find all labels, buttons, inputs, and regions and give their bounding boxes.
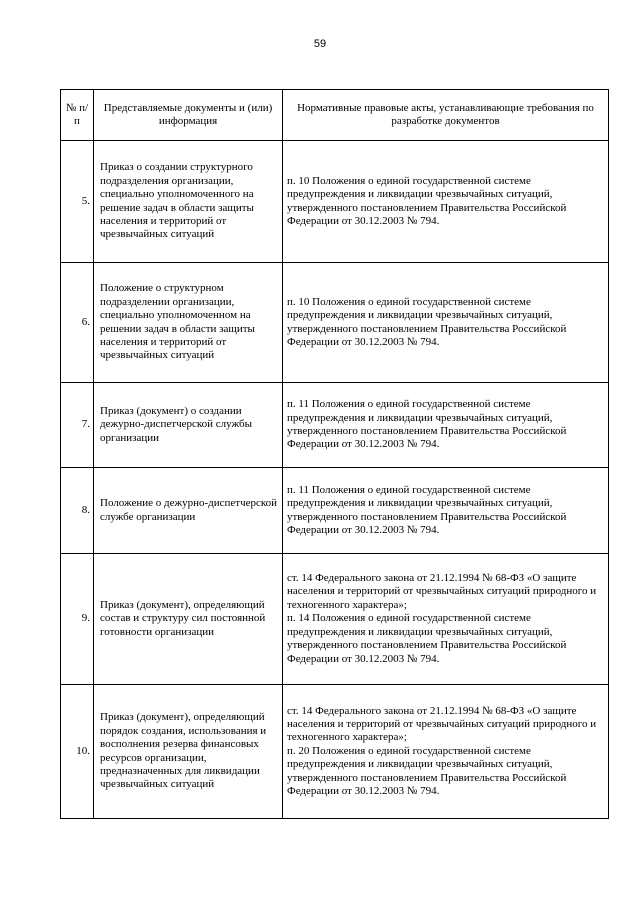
row-number: 6. <box>61 263 94 383</box>
law-reference: п. 10 Положения о единой государственной системе предупреждения и ликвидации чрезвычайных ситуаций, утвержденного постановлением Правительства Российской Федерации от 30.12.2003 № 794. <box>287 295 567 348</box>
row-laws <box>283 554 609 685</box>
header-documents: Представляемые документы и (или) информация <box>94 90 283 141</box>
row-document: Положение о структурном подразделении организации, специально уполномоченном на решении задач в области защиты населения и территорий от чрезвычайных ситуаций <box>94 263 283 383</box>
table-row <box>61 554 609 685</box>
row-document: Положение о дежурно-диспетчерской службе организации <box>94 468 283 554</box>
law-reference: п. 11 Положения о единой государственной системе предупреждения и ликвидации чрезвычайных ситуаций, утвержденного постановлением Правительства Российской Федерации от 30.12.2003 № 794. <box>287 483 567 536</box>
table-row <box>61 468 609 554</box>
row-document: Приказ (документ) о создании дежурно-диспетчерской службы организации <box>94 383 283 468</box>
law-reference: ст. 14 Федерального закона от 21.12.1994 № 68-ФЗ «О защите населения и территорий от чрезвычайных ситуаций природного и техногенного характера»; <box>287 572 597 611</box>
row-number: 5. <box>61 141 94 263</box>
table-row <box>61 263 609 383</box>
table-row <box>61 141 609 263</box>
row-laws <box>283 263 609 383</box>
table-header-row <box>61 90 609 141</box>
row-laws <box>283 685 609 819</box>
row-document: Приказ (документ), определяющий состав и структуру сил постоянной готовности организации <box>94 554 283 685</box>
row-laws <box>283 468 609 554</box>
page-number: 59 <box>313 38 327 50</box>
row-laws <box>283 383 609 468</box>
law-reference: п. 11 Положения о единой государственной системе предупреждения и ликвидации чрезвычайных ситуаций, утвержденного постановлением Правительства Российской Федерации от 30.12.2003 № 794. <box>287 398 567 451</box>
law-reference: ст. 14 Федерального закона от 21.12.1994 № 68-ФЗ «О защите населения и территорий от чрезвычайных ситуаций природного и техногенного характера»; <box>287 704 597 744</box>
row-laws <box>283 141 609 263</box>
law-reference: п. 14 Положения о единой государственной системе предупреждения и ликвидации чрезвычайных ситуаций, утвержденного постановлением Правительства Российской Федерации от 30.12.2003 № 794. <box>287 612 567 665</box>
table-row <box>61 685 609 819</box>
requirements-table <box>60 89 609 819</box>
row-document: Приказ (документ), определяющий порядок создания, использования и восполнения резерва финансовых ресурсов организации, предназначенных для ликвидации чрезвычайных ситуаций <box>94 685 283 819</box>
law-reference: п. 10 Положения о единой государственной системе предупреждения и ликвидации чрезвычайных ситуаций, утвержденного постановлением Правительства Российской Федерации от 30.12.2003 № 794. <box>287 174 567 227</box>
row-document: Приказ о создании структурного подразделения организации, специально уполномоченного на решение задач в области защиты населения и территорий от чрезвычайных ситуаций <box>94 141 283 263</box>
header-laws: Нормативные правовые акты, устанавливающие требования по разработке документов <box>283 90 609 141</box>
table-row <box>61 383 609 468</box>
row-number: 8. <box>61 468 94 554</box>
row-number: 9. <box>61 554 94 685</box>
row-number: 7. <box>61 383 94 468</box>
header-number: № п/п <box>61 90 94 141</box>
row-number: 10. <box>61 685 94 819</box>
law-reference: п. 20 Положения о единой государственной системе предупреждения и ликвидации чрезвычайных ситуаций, утвержденного постановлением Правительства Российской Федерации от 30.12.2003 № 794. <box>287 744 567 798</box>
